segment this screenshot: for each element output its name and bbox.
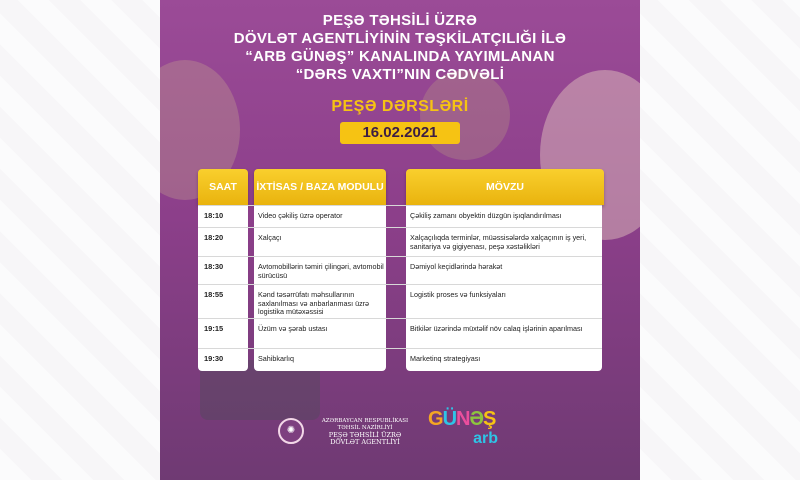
row-specialty: Sahibkarlıq [258, 354, 294, 363]
table-row [198, 318, 602, 348]
row-specialty: Video çəkiliş üzrə operator [258, 211, 343, 220]
title-line-4: “DƏRS VAXTI”NIN CƏDVƏLİ [295, 66, 505, 83]
row-topic: Çəkiliş zamanı obyektin düzgün işıqlandırılması [410, 211, 562, 220]
org-line-3: PEŞƏ TƏHSİLİ ÜZRƏ [328, 431, 402, 439]
date-badge: 16.02.2021 [340, 122, 460, 144]
row-topic: Logistik proses və funksiyaları [410, 290, 506, 299]
row-specialty: Xalçaçı [258, 233, 282, 242]
row-time: 19:30 [204, 354, 224, 363]
table-row [198, 348, 602, 371]
title-line-2: DÖVLƏT AGENTLİYİNİN TƏŞKİLATÇILIĞI İLƏ [233, 30, 567, 47]
right-faded-photo [640, 0, 800, 480]
header-time: SAAT [198, 169, 248, 205]
schedule-table [198, 205, 602, 371]
org-line-2: TƏHSİL NAZİRLİYİ [337, 425, 393, 431]
header-specialty: İXTİSAS / BAZA MODULU [254, 169, 386, 205]
row-specialty: Kənd təsərrüfatı məhsullarının saxlanılması və anbarlanması üzrə logistika mütəxəssisi [258, 290, 370, 316]
logo-letter: Ü [442, 408, 457, 430]
table-row [198, 284, 602, 318]
org-line-4: DÖVLƏT AGENTLİYİ [330, 438, 400, 446]
gunes-arb-logo [428, 408, 506, 468]
row-time: 18:55 [204, 290, 224, 299]
gunes-letters [428, 408, 506, 430]
table-row [198, 227, 602, 256]
left-faded-photo [0, 0, 160, 480]
row-topic: Xalçaçılıqda terminlər, müəssisələrdə xalçaçının iş yeri, sanitariya və gigiyenası, peşə xəstəlikləri [410, 233, 587, 251]
agency-name [310, 418, 420, 446]
row-time: 18:20 [204, 233, 224, 242]
poster-subtitle: PEŞƏ DƏRSLƏRİ [331, 98, 469, 115]
emblem-icon: ✺ [278, 418, 304, 444]
logo-letter: Ş [483, 408, 496, 430]
arb-text: arb [473, 430, 498, 447]
agency-logo [278, 414, 428, 454]
logo-letter: N [456, 408, 470, 430]
row-topic: Marketinq strategiyası [410, 354, 481, 363]
org-line-1: AZƏRBAYCAN RESPUBLİKASI [321, 418, 409, 424]
header-topic: MÖVZU [406, 169, 604, 205]
logo-letter: Ə [469, 408, 483, 430]
table-row [198, 256, 602, 284]
row-specialty: Avtomobillərin təmiri çilingəri, avtomobil sürücüsü [258, 262, 384, 280]
row-topic: Bitkilər üzərində müxtəlif növ calaq işlərinin aparılması [410, 324, 583, 333]
schedule-poster [160, 0, 640, 480]
poster-title [160, 12, 640, 84]
logo-letter: G [428, 408, 443, 430]
row-time: 18:10 [204, 211, 224, 220]
title-line-1: PEŞƏ TƏHSİLİ ÜZRƏ [322, 12, 478, 29]
row-specialty: Üzüm və şərab ustası [258, 324, 328, 333]
row-time: 19:15 [204, 324, 224, 333]
row-time: 18:30 [204, 262, 224, 271]
row-topic: Dəmiyol keçidlərində hərakət [410, 262, 503, 271]
title-line-3: “ARB GÜNƏŞ” KANALINDA YAYIMLANAN [245, 48, 555, 65]
table-row [198, 205, 602, 227]
